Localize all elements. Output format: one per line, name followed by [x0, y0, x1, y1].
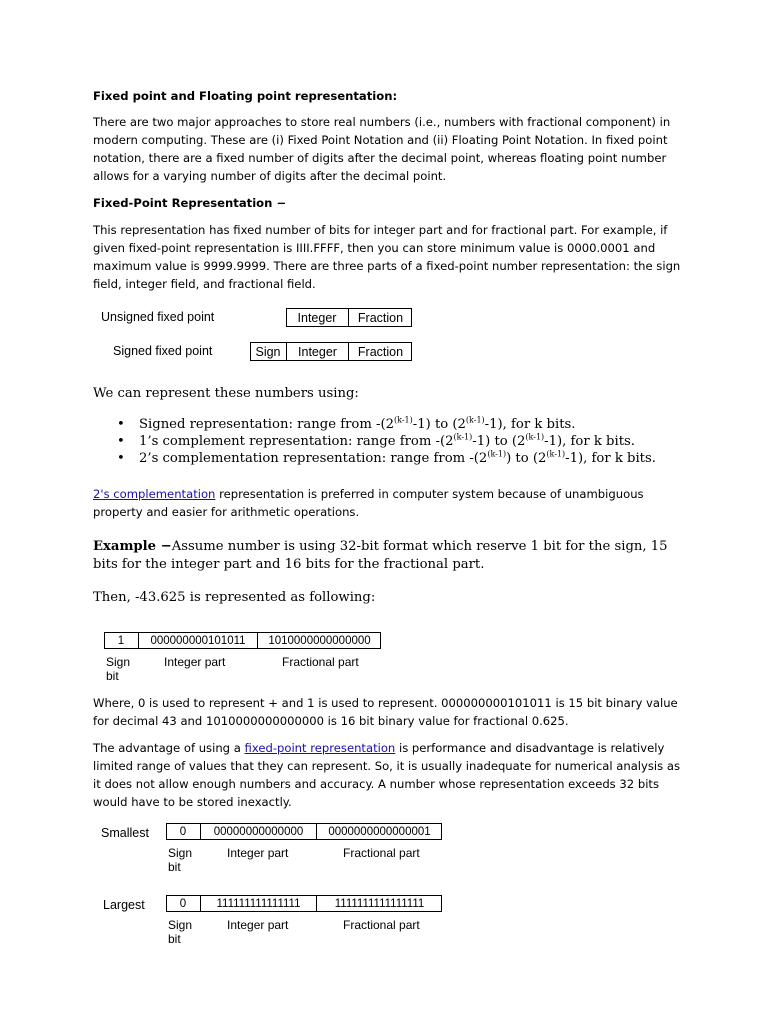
unsigned-format-box [286, 308, 412, 327]
smallest-label: Smallest [101, 826, 149, 840]
fractional-part-label: Fractional part [343, 846, 420, 860]
signed-format-box [250, 342, 412, 361]
integer-part-value: 000000000101011 [138, 632, 257, 649]
fractional-part-label: Fractional part [343, 918, 420, 932]
fixed-point-representation-link[interactable]: fixed-point representation [244, 741, 396, 755]
sign-bit-label: Sign bit [168, 846, 193, 874]
example-label: Example − [93, 539, 172, 554]
sign-bit-label: Sign bit [106, 655, 131, 683]
list-item: • 1’s complement representation: range from -(2$^{(k-1)}$-1) to (2$^{(k-1)}$-1), for k bits. [117, 432, 635, 449]
integer-field: Integer [286, 342, 348, 361]
unsigned-fixed-point-label: Unsigned fixed point [101, 310, 215, 324]
signed-fixed-point-label: Signed fixed point [113, 344, 213, 358]
integer-part-value: 00000000000000 [200, 823, 316, 840]
where-paragraph: Where, 0 is used to represent + and 1 is used to represent. 000000000101011 is 15 bit binary value for decimal 43 and 1010000000000000 is 16 bit binary value for fractional 0.625. [93, 696, 678, 728]
list-item: • Signed representation: range from -(2$^{(k-1)}$-1) to (2$^{(k-1)}$-1), for k bits. [117, 415, 576, 432]
range-list [93, 416, 693, 467]
represent-intro: We can represent these numbers using: [93, 386, 359, 401]
integer-part-label: Integer part [227, 918, 289, 932]
fixed-point-description: This representation has fixed number of bits for integer part and for fractional part. For example, if given fixed-point representation is IIII.FFFF, then you can store minimum value is 0000.0001 and maximum value is 9999.9999. There are three parts of a fixed-point number representation: the sign field, integer field, and fractional field. [93, 223, 681, 291]
advantage-paragraph: The advantage of using a fixed-point representation is performance and disadvantage is relatively limited range of values that they can represent. So, it is usually inadequate for numerical analysis as it does not allow enough numbers and accuracy. A number whose representation exceeds 32 bits would have to be stored inexactly. [93, 741, 681, 809]
integer-part-label: Integer part [227, 846, 289, 860]
then-line: Then, -43.625 is represented as following: [93, 590, 376, 605]
sign-bit-value: 0 [179, 897, 187, 910]
fractional-part-label: Fractional part [282, 655, 359, 669]
sign-bit-label: Sign bit [168, 918, 193, 946]
twos-complement-paragraph: 2's complementation representation is preferred in computer system because of unambiguous property and easier for arithmetic operations. [93, 487, 644, 519]
fraction-field: Fraction [348, 342, 412, 361]
twos-complementation-link[interactable]: 2's complementation [93, 487, 216, 501]
document-title: Fixed point and Floating point representation: [93, 89, 398, 103]
example-paragraph: Example −Assume number is using 32-bit format which reserve 1 bit for the sign, 15 bits for the integer part and 16 bits for the fractional part. [93, 539, 668, 572]
smallest-bit-box [166, 823, 442, 840]
fractional-part-value: 1111111111111111 [316, 895, 442, 912]
fixed-point-heading: Fixed-Point Representation − [93, 196, 287, 210]
integer-part-value: 111111111111111 [200, 895, 316, 912]
integer-part-label: Integer part [164, 655, 226, 669]
largest-bit-box [166, 895, 442, 912]
intro-paragraph: There are two major approaches to store real numbers (i.e., numbers with fractional component) in modern computing. These are (i) Fixed Point Notation and (ii) Floating Point Notation. In fixed point notation, there are a fixed number of digits after the decimal point, whereas floating point number allows for a varying number of digits after the decimal point. [93, 115, 671, 183]
integer-field: Integer [297, 310, 337, 325]
sign-bit-value: 1 [117, 634, 125, 647]
fraction-field: Fraction [348, 308, 412, 327]
sign-field: Sign [255, 344, 281, 359]
sign-bit-value: 0 [179, 825, 187, 838]
list-item: • 2’s complementation representation: range from -(2$^{(k-1)}$) to (2$^{(k-1)}$-1), for k bits. [117, 449, 656, 466]
fractional-part-value: 1010000000000000 [257, 632, 381, 649]
largest-label: Largest [103, 898, 145, 912]
fractional-part-value: 0000000000000001 [316, 823, 442, 840]
example-bit-box [104, 632, 381, 649]
